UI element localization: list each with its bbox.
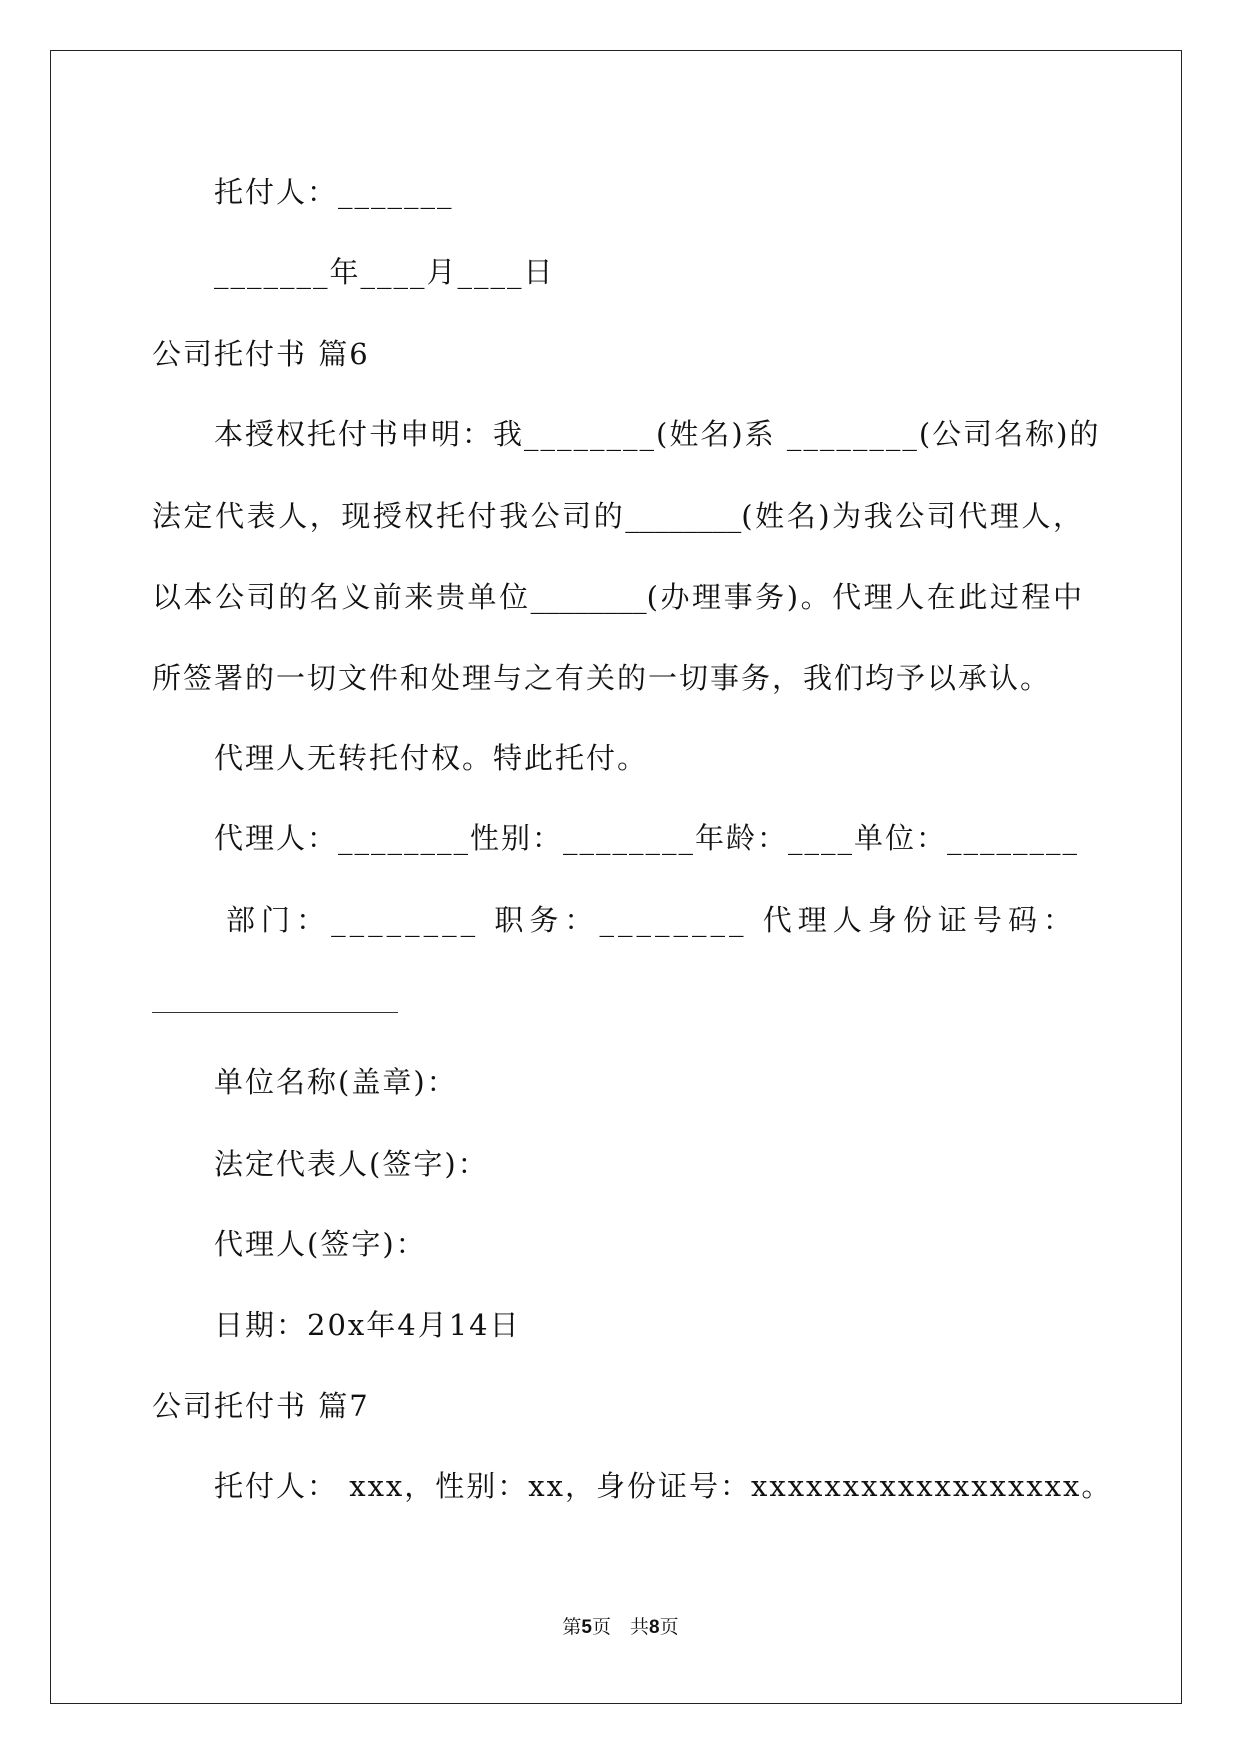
paragraph-line-4: 所签署的一切文件和处理与之有关的一切事务，我们均予以承认。 (152, 661, 1052, 695)
page-footer (0, 1612, 1241, 1639)
footer-prefix: 第 (562, 1616, 582, 1638)
date-blank-line: _______年____月____日 (214, 255, 555, 289)
paragraph-line-1: 本授权托付书申明：我________(姓名)系 ________(公司名称)的 (214, 417, 1101, 451)
unit-seal-line: 单位名称(盖章)： (214, 1065, 458, 1099)
current-page-number: 5 (581, 1617, 592, 1638)
no-subdelegation-line: 代理人无转托付权。特此托付。 (214, 741, 649, 775)
department-line: 部门：________ 职务：________ 代理人身份证号码： (226, 903, 1076, 937)
principal-info-line: 托付人： xxx，性别：xx，身份证号：xxxxxxxxxxxxxxxxxx。 (214, 1469, 1113, 1503)
section-heading-6: 公司托付书 篇6 (152, 337, 370, 371)
principal-line: 托付人：_______ (214, 175, 454, 209)
agent-info-line: 代理人：________性别：________年龄：____单位：________ (214, 821, 1080, 855)
legal-rep-sign-line: 法定代表人(签字)： (214, 1147, 489, 1181)
section-heading-7: 公司托付书 篇7 (152, 1389, 370, 1423)
paragraph-line-2: 法定代表人，现授权托付我公司的________(姓名)为我公司代理人， (152, 499, 1082, 533)
footer-middle: 页 共 (591, 1616, 649, 1638)
total-pages-number: 8 (649, 1617, 660, 1638)
date-line: 日期：20x年4月14日 (214, 1308, 521, 1342)
footer-suffix: 页 (659, 1616, 679, 1638)
agent-sign-line: 代理人(签字)： (214, 1227, 427, 1261)
paragraph-line-3: 以本公司的名义前来贵单位________(办理事务)。代理人在此过程中 (152, 580, 1082, 614)
page-border (50, 50, 1182, 1704)
id-number-blank (152, 1012, 398, 1013)
